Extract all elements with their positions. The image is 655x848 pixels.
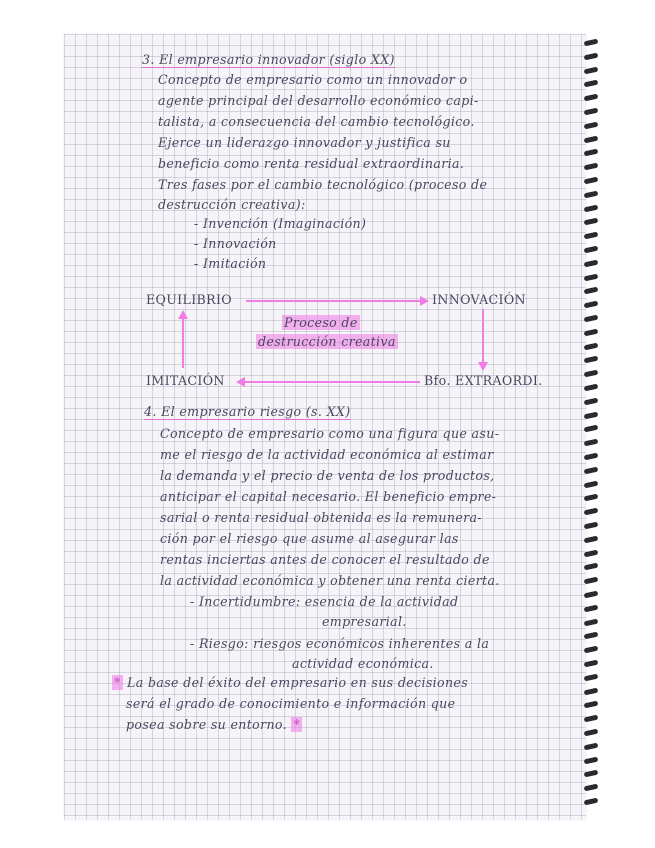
- spiral-coil: [584, 535, 599, 543]
- section4-line-8: la actividad económica y obtener una renta cierta.: [160, 573, 500, 588]
- spiral-coil: [584, 687, 599, 695]
- note-line-3: [126, 715, 302, 735]
- diagram-innovacion: INNOVACIÓN: [432, 292, 526, 307]
- bullet-incertidumbre-cont: empresarial.: [322, 614, 407, 629]
- spiral-coil: [584, 522, 599, 530]
- spiral-coil: [584, 66, 599, 74]
- spiral-coil: [584, 39, 599, 47]
- section3-heading-text: 3. El empresario innovador (siglo XX): [142, 52, 395, 67]
- spiral-coil: [584, 784, 599, 792]
- diagram-imitacion: IMITACIÓN: [146, 373, 225, 388]
- spiral-coil: [584, 397, 599, 405]
- spiral-coil: [584, 701, 599, 709]
- spiral-coil: [584, 618, 599, 626]
- spiral-coil: [584, 315, 599, 323]
- section3-line-6: Tres fases por el cambio tecnológico (proceso de: [158, 177, 488, 192]
- spiral-coil: [584, 425, 599, 433]
- section3-line-4: Ejerce un liderazgo innovador y justifica su: [158, 135, 451, 150]
- bullet-riesgo-cont: actividad económica.: [292, 656, 434, 671]
- spiral-coil: [584, 384, 599, 392]
- spiral-coil: [584, 466, 599, 474]
- note-line-1-text: La base del éxito del empresario en sus decisiones: [127, 675, 469, 690]
- spiral-coil: [584, 163, 599, 171]
- spiral-binding: [582, 40, 600, 816]
- spiral-coil: [584, 204, 599, 212]
- spiral-coil: [584, 356, 599, 364]
- spiral-coil: [584, 494, 599, 502]
- section4-heading-text: 4. El empresario riesgo (s. XX): [144, 404, 351, 419]
- section4-line-6: ción por el riesgo que asume al asegurar las: [160, 531, 459, 546]
- section4-line-2: me el riesgo de la actividad económica al estimar: [160, 447, 494, 462]
- spiral-coil: [584, 287, 599, 295]
- arrowhead-up: [178, 310, 188, 319]
- arrowhead-left: [236, 377, 245, 387]
- spiral-coil: [584, 108, 599, 116]
- spiral-coil: [584, 673, 599, 681]
- section4-line-1: Concepto de empresario como una figura que asu-: [160, 426, 500, 441]
- section3-line-1: Concepto de empresario como un innovador o: [158, 72, 468, 87]
- arrowhead-right: [420, 296, 429, 306]
- diagram-center-text-2: destrucción creativa: [258, 334, 396, 349]
- section3-line-7: destrucción creativa):: [158, 197, 306, 212]
- section3-line-3: talista, a consecuencia del cambio tecnológico.: [158, 114, 475, 129]
- spiral-coil: [584, 177, 599, 185]
- spiral-coil: [584, 480, 599, 488]
- section4-line-4: anticipar el capital necesario. El beneficio empre-: [160, 489, 497, 504]
- spiral-coil: [584, 52, 599, 60]
- spiral-coil: [584, 246, 599, 254]
- diagram-equilibrio: EQUILIBRIO: [146, 292, 232, 307]
- spiral-coil: [584, 798, 599, 806]
- diagram-center-text-1: Proceso de: [284, 315, 358, 330]
- spiral-coil: [584, 591, 599, 599]
- spiral-coil: [584, 577, 599, 585]
- section3-line-2: agente principal del desarrollo económico capi-: [158, 93, 479, 108]
- phase-invention: - Invención (Imaginación): [194, 216, 367, 231]
- spiral-coil: [584, 549, 599, 557]
- notebook-page: [64, 34, 586, 820]
- section4-line-5: sarial o renta residual obtenida es la remunera-: [160, 510, 482, 525]
- spiral-coil: [584, 439, 599, 447]
- spiral-coil: [584, 646, 599, 654]
- spiral-coil: [584, 301, 599, 309]
- note-line-1: [112, 673, 468, 693]
- spiral-coil: [584, 632, 599, 640]
- spiral-coil: [584, 729, 599, 737]
- spiral-coil: [584, 273, 599, 281]
- spiral-coil: [584, 190, 599, 198]
- section4-line-3: la demanda y el precio de venta de los productos,: [160, 468, 495, 483]
- spiral-coil: [584, 149, 599, 157]
- diagram-center-line-2: [256, 332, 398, 352]
- spiral-coil: [584, 259, 599, 267]
- note-mark-start: *: [114, 675, 121, 690]
- spiral-coil: [584, 135, 599, 143]
- bullet-incertidumbre: - Incertidumbre: esencia de la actividad: [190, 594, 459, 609]
- section4-heading: [144, 402, 350, 422]
- bullet-riesgo: - Riesgo: riesgos económicos inherentes a la: [190, 636, 490, 651]
- spiral-coil: [584, 218, 599, 226]
- note-line-2: será el grado de conocimiento e información que: [126, 696, 456, 711]
- spiral-coil: [584, 342, 599, 350]
- note-line-3-text: posea sobre su entorno.: [126, 717, 287, 732]
- arrow-innovacion-to-beneficio: [482, 309, 484, 363]
- phase-innovation: - Innovación: [194, 236, 277, 251]
- diagram-beneficio-extraordinario: Bfo. EXTRAORDI.: [424, 373, 543, 388]
- spiral-coil: [584, 453, 599, 461]
- spiral-coil: [584, 660, 599, 668]
- spiral-coil: [584, 756, 599, 764]
- diagram-center-line-1: [282, 313, 360, 333]
- arrow-equilibrio-to-innovacion: [246, 300, 421, 302]
- section3-heading: [142, 50, 395, 70]
- spiral-coil: [584, 604, 599, 612]
- phase-imitation: - Imitación: [194, 256, 267, 271]
- spiral-coil: [584, 508, 599, 516]
- spiral-coil: [584, 94, 599, 102]
- section4-line-7: rentas inciertas antes de conocer el resultado de: [160, 552, 490, 567]
- section3-line-5: beneficio como renta residual extraordinaria.: [158, 156, 465, 171]
- spiral-coil: [584, 770, 599, 778]
- spiral-coil: [584, 370, 599, 378]
- spiral-coil: [584, 411, 599, 419]
- spiral-coil: [584, 232, 599, 240]
- arrow-imitacion-to-equilibrio: [182, 318, 184, 368]
- arrow-beneficio-to-imitacion: [244, 381, 420, 383]
- spiral-coil: [584, 715, 599, 723]
- spiral-coil: [584, 742, 599, 750]
- spiral-coil: [584, 121, 599, 129]
- spiral-coil: [584, 563, 599, 571]
- spiral-coil: [584, 80, 599, 88]
- note-mark-end: *: [293, 717, 300, 732]
- spiral-coil: [584, 328, 599, 336]
- arrowhead-down: [478, 362, 488, 371]
